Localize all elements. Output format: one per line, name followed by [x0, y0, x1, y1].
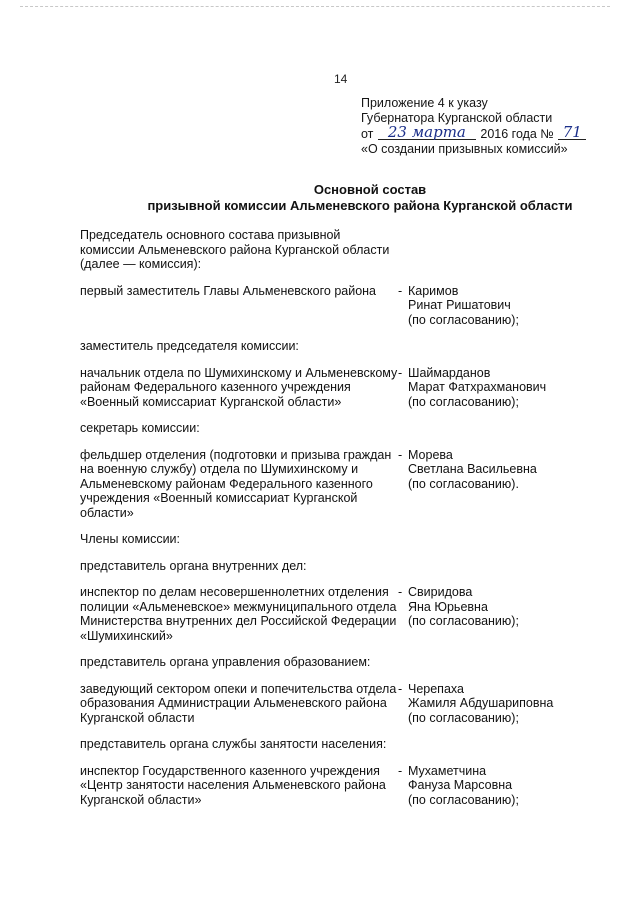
appendix-line-3 — [361, 123, 587, 142]
employment-role: инспектор Государственного казенного учреждения «Центр занятости населения Альменевского района Курганской области» — [80, 763, 386, 807]
education-person: - Черепаха Жамиля Абдушариповна (по согласованию); — [398, 681, 554, 725]
person-note: (по согласованию); — [408, 710, 519, 725]
handwritten-number: 71 — [558, 125, 586, 140]
person-surname: Мухаметчина — [408, 763, 487, 778]
person-note: (по согласованию); — [408, 312, 519, 327]
deputy-heading-row — [80, 339, 600, 354]
secretary-row — [80, 448, 600, 521]
title-line-1: Основной состав — [313, 182, 427, 197]
employment-row — [80, 764, 600, 808]
members-heading: Члены комиссии: — [80, 532, 181, 546]
appendix-line-4: «О создании призывных комиссий» — [361, 142, 568, 156]
internal-affairs-person: - Свиридова Яна Юрьевна (по согласованию); — [398, 585, 519, 628]
first-deputy-role: первый заместитель Главы Альменевского района — [80, 283, 377, 298]
deputy-row — [80, 366, 600, 410]
person-surname: Свиридова — [408, 585, 473, 599]
secretary-role: фельдшер отделения (подготовки и призыва граждан на военную службу) отдела по Шумихинскому и Альменевскому районам Федерального казенного учреждения «Военный комиссариат Курганской области» — [80, 447, 392, 520]
appendix-block — [361, 96, 587, 157]
appendix-year-text: 2016 года № — [480, 127, 554, 141]
chairman-role: Председатель основного состава призывной комиссии Альменевского района Курганской области (далее — комиссия): — [80, 228, 390, 271]
person-surname: Каримов — [408, 283, 459, 298]
internal-affairs-role: инспектор по делам несовершеннолетних отделения полиции «Альменевское» межмуниципального отдела Министерства внутренних дел Российской Федерации «Шумихинский» — [80, 585, 397, 643]
page-number: 14 — [334, 72, 348, 86]
internal-affairs-heading-row — [80, 559, 600, 574]
education-row — [80, 682, 600, 726]
education-role: заведующий сектором опеки и попечительства отдела образования Администрации Альменевского района Курганской области — [80, 681, 397, 725]
person-note: (по согласованию); — [408, 394, 519, 409]
person-given-name: Марат Фатхрахманович — [408, 380, 547, 394]
person-given-name: Ринат Ришатович — [408, 298, 511, 312]
person-note: (по согласованию); — [408, 614, 519, 628]
handwritten-date: 23 марта — [378, 125, 476, 140]
deputy-role: начальник отдела по Шумихинскому и Альменевскому районам Федерального казенного учреждения «Военный комиссариат Курганской области» — [80, 365, 398, 409]
secretary-person: - Морева Светлана Васильевна (по согласованию). — [398, 447, 537, 491]
internal-affairs-row — [80, 585, 600, 643]
education-heading: представитель органа управления образованием: — [80, 655, 371, 669]
employment-heading-row — [80, 737, 600, 752]
title-line-2: призывной комиссии Альменевского района Курганской области — [147, 198, 573, 213]
person-note: (по согласованию). — [408, 476, 519, 491]
appendix-line-1: Приложение 4 к указу — [361, 96, 488, 110]
composition-list — [80, 228, 600, 807]
person-given-name: Светлана Васильевна — [408, 462, 537, 476]
person-surname: Морева — [408, 447, 453, 462]
person-given-name: Фануза Марсовна — [408, 778, 513, 792]
secretary-heading-row — [80, 421, 600, 436]
secretary-heading: секретарь комиссии: — [80, 421, 200, 435]
first-deputy-person: - Каримов Ринат Ришатович (по согласованию); — [398, 283, 519, 327]
appendix-line-2: Губернатора Курганской области — [361, 111, 553, 125]
deputy-person: - Шаймарданов Марат Фатхрахманович (по согласованию); — [398, 365, 547, 409]
employment-heading: представитель органа службы занятости населения: — [80, 737, 387, 751]
scan-header-rule — [20, 6, 610, 7]
deputy-heading: заместитель председателя комиссии: — [80, 339, 299, 353]
appendix-from-label: от — [361, 127, 374, 141]
person-surname: Шаймарданов — [408, 365, 491, 380]
education-heading-row — [80, 655, 600, 670]
employment-person: - Мухаметчина Фануза Марсовна (по согласованию); — [398, 763, 519, 807]
internal-affairs-heading: представитель органа внутренних дел: — [80, 558, 307, 573]
chairman-row — [80, 228, 600, 272]
members-heading-row — [80, 532, 600, 547]
person-note: (по согласованию); — [408, 792, 519, 807]
person-given-name: Жамиля Абдушариповна — [408, 696, 554, 710]
person-surname: Черепаха — [408, 681, 464, 696]
person-given-name: Яна Юрьевна — [408, 599, 488, 614]
document-title — [0, 182, 640, 214]
first-deputy-row — [80, 284, 600, 328]
